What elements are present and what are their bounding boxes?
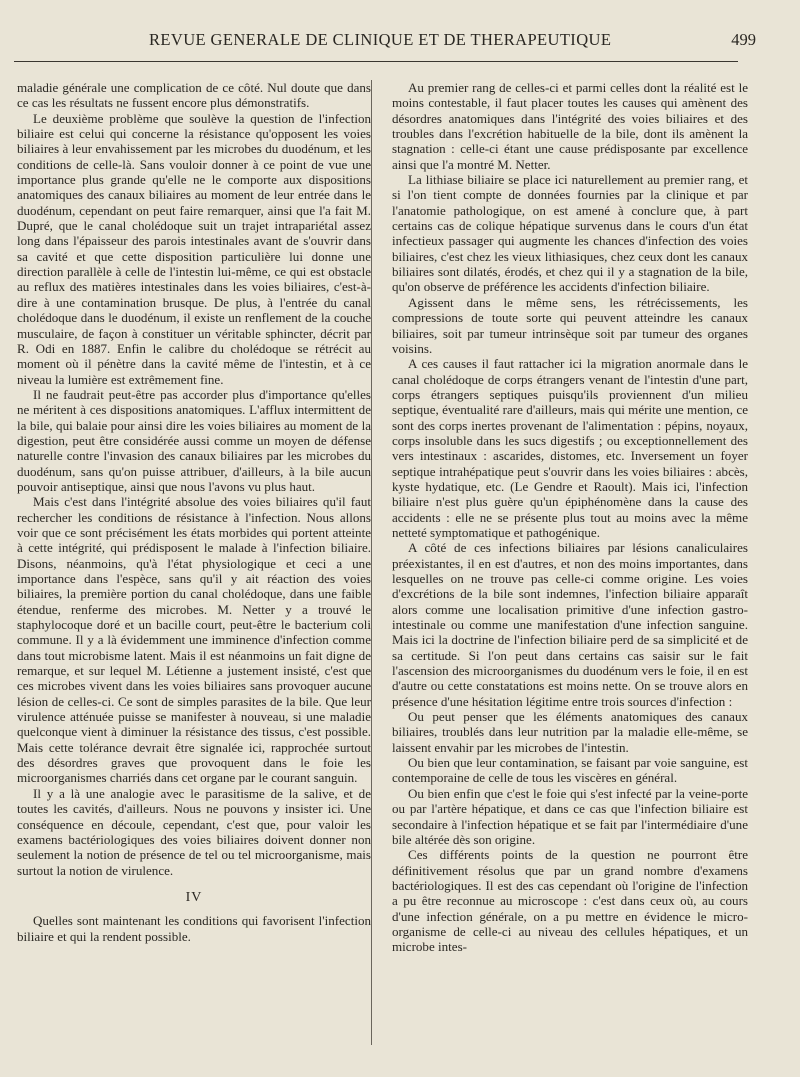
paragraph: A côté de ces infections biliaires par lésions canaliculaires préexistantes, il en est d'autres, et non des moins importantes, dans lesquelles on ne trouve pas celle-ci comme origine. Les voies d'excrétions de la bile sont indemnes, l'infection biliaire apparaît alors comme une localisation primitive d'une infection gastro-intestinale ou comme une manifestation d'une infection sanguine. Mais ici la doctrine de l'infection biliaire perd de sa simplicité et de sa certitude. Si l'on peut dans certains cas saisir sur le fait l'ascension des microorganismes du duodénum vers le foie, il en est d'autre ou cette constatations est moins nette. On se trouve alors en présence d'une hésitation légitime entre trois sources d'infection :	[392, 540, 748, 709]
paragraph: Ou peut penser que les éléments anatomiques des canaux biliaires, troublés dans leur nutrition par la maladie elle-même, se laissent envahir par les microbes de l'intestin.	[392, 709, 748, 755]
page-number: 499	[731, 30, 756, 49]
paragraph: maladie générale une complication de ce côté. Nul doute que dans ce cas les résultats ne fussent encore plus démonstratifs.	[17, 80, 371, 111]
paragraph: Il y a là une analogie avec le parasitisme de la salive, et de toutes les cavités, d'ailleurs. Nous ne pouvons y insister ici. Une conséquence en découle, cependant, c'est que, pour valoir les examens bactériologiques des voies biliaires doivent donner non seulement la notion de présence de tel ou tel microorganisme, mais surtout la notion de virulence.	[17, 785, 371, 878]
left-column	[17, 80, 371, 944]
paragraph: A ces causes il faut rattacher ici la migration anormale dans le canal cholédoque de corps étrangers venant de l'intestin d'une part, corps étrangers septiques puisqu'ils proviennent d'un milieu septique, éventualité rare d'ailleurs, mais qui mérite une mention, ce sont des corps inertes provenant de l'alimentation : pépins, noyaux, corps insoluble dans les sucs digestifs ; ou exceptionnellement des vers intestinaux : ascarides, distomes, etc. Inversement un foyer septique intrahépatique peut s'ouvrir dans les voies biliaires : abcès, kyste hydatique, etc. (Le Gendre et Raoult). Mais ici, l'infection biliaire n'est plus guère qu'un épiphénomène dans la cause des accidents : elle ne se présente plus tout au moins avec la même netteté symptomatique et pathogénique.	[392, 356, 748, 540]
paragraph: Mais c'est dans l'intégrité absolue des voies biliaires qu'il faut rechercher les conditions de résistance à l'infection. Nous allons voir que ce sont précisément les états morbides qui portent atteinte à cette intégrité, qui prédisposent le malade à l'infection biliaire. Disons, néanmoins, qu'à l'état physiologique et ceci a une importance dans l'espèce, sans qu'il y ait réaction des voies biliaires, la première portion du canal cholédoque, dans une faible étendue, renferme des microbes. M. Netter y a trouvé le staphylocoque doré et un bacille court, peut-être le bacterium coli commune. Il y a là évidemment une imminence d'infection comme dans tout microbisme latent. Mais il est néanmoins un fait digne de remarque, et sur lequel M. Létienne a justement insisté, c'est que ces microbes vivent dans les voies biliaires sans provoquer aucune lésion de celles-ci. Ce sont de simples parasites de la bile. Que leur virulence atténuée puisse se manifester à nouveau, si une maladie quelconque vient à diminuer la résistance des tissus, c'est possible. Mais cette tolérance devrait être signalée ici, rapprochée surtout des désordres graves que provoquent dans le foie les microorganismes charriés dans cet organe par le courant sanguin.	[17, 494, 371, 786]
paragraph: Au premier rang de celles-ci et parmi celles dont la réalité est le moins contestable, il faut placer toutes les causes qui amènent des désordres anatomiques dans l'intégrité des voies biliaires et des troubles dans l'excrétion habituelle de la bile, dont ils amènent la stagnation : celle-ci étant une cause prédisposante par excellence ainsi que l'a montré M. Netter.	[392, 80, 748, 172]
paragraph: Ces différents points de la question ne pourront être définitivement résolus que par un grand nombre d'examens bactériologiques. Il est des cas cependant où l'origine de l'infection a pu être reconnue au microscope : c'est dans ceux où, au cours d'une infection générale, on a pu mettre en évidence le micro-organisme de celle-ci au niveau des cellules hépatiques, et un microbe intes-	[392, 847, 748, 955]
paragraph: Quelles sont maintenant les conditions qui favorisent l'infection biliaire et qui la rendent possible.	[17, 913, 371, 944]
paragraph: Ou bien que leur contamination, se faisant par voie sanguine, est contemporaine de celle de tous les viscères en général.	[392, 755, 748, 786]
page-header	[14, 30, 756, 54]
paragraph: Ou bien enfin que c'est le foie qui s'est infecté par la veine-porte ou par l'artère hépatique, et dans ce cas que l'infection biliaire est secondaire à l'infection hépatique et se fait par l'intermédiaire d'une bile altérée dès son origine.	[392, 785, 748, 847]
paragraph: Il ne faudrait peut-être pas accorder plus d'importance qu'elles ne méritent à ces dispositions anatomiques. L'afflux intermittent de la bile, qui balaie pour ainsi dire les voies biliaires au moment de la digestion, peut être considérée aussi comme un moyen de défense naturelle contre l'invasion des canaux biliaires par les microbes du duodénum, sans qu'on puisse attribuer, d'ailleurs, à la bile aucun pouvoir antiseptique, ainsi que nous l'avons vu plus haut.	[17, 386, 371, 494]
paragraph: Le deuxième problème que soulève la question de l'infection biliaire est celui qui concerne la résistance qu'opposent les voies biliaires à leur envahissement par les microbes du duodénum, et les conditions de celle-là. Sans vouloir donner à ce point de vue une importance plus grande qu'elle ne le comporte aux dispositions anatomiques des canaux biliaires au moment de leur entrée dans le duodénum, cependant on peut faire remarquer, ainsi que l'a fait M. Dupré, que le canal cholédoque suit un trajet intrapariétal assez long dans l'épaisseur des parois intestinales avant de s'ouvrir dans sa cavité et que cette disposition particulière lui donne une direction parallèle à celle de l'intestin lui-même, ce qui est obstacle au reflux des matières intestinales dans les voies biliaires, c'est-à-dire à une contamination brusque. De plus, à l'entrée du canal cholédoque dans le duodénum, il existe un renflement de la couche musculaire, de façon à constituer un véritable sphincter, décrit par R. Odi en 1887. Enfin le calibre du cholédoque se rétrécit au moment où il pénètre dans la cavité même de l'intestin, et à ce niveau la lumière est extrêmement fine.	[17, 110, 371, 387]
header-rule	[14, 61, 738, 62]
column-divider	[371, 80, 372, 1045]
paragraph: Agissent dans le même sens, les rétrécissements, les compressions de toute sorte qui peuvent atteindre les canaux biliaires, soit par tumeur intrinsèque soit par tumeur des organes voisins.	[392, 294, 748, 356]
running-title: REVUE GENERALE DE CLINIQUE ET DE THERAPEUTIQUE	[149, 30, 612, 49]
section-heading: IV	[185, 889, 203, 905]
right-column	[392, 80, 748, 955]
paragraph: La lithiase biliaire se place ici naturellement au premier rang, et si l'on tient compte de données fournies par la clinique et par l'anatomie pathologique, on est amené à conclure que, à part certains cas de colique hépatique survenus dans le cours d'un état infectieux passager qui augmente les chances d'infection des voies biliaires, c'est chez les vieux lithiasiques, chez ceux dont les canaux biliaires sont dilatés, érodés, et chez qui il y a stagnation de la bile, qu'on observe de préférence les accidents d'infection biliaire.	[392, 172, 748, 295]
